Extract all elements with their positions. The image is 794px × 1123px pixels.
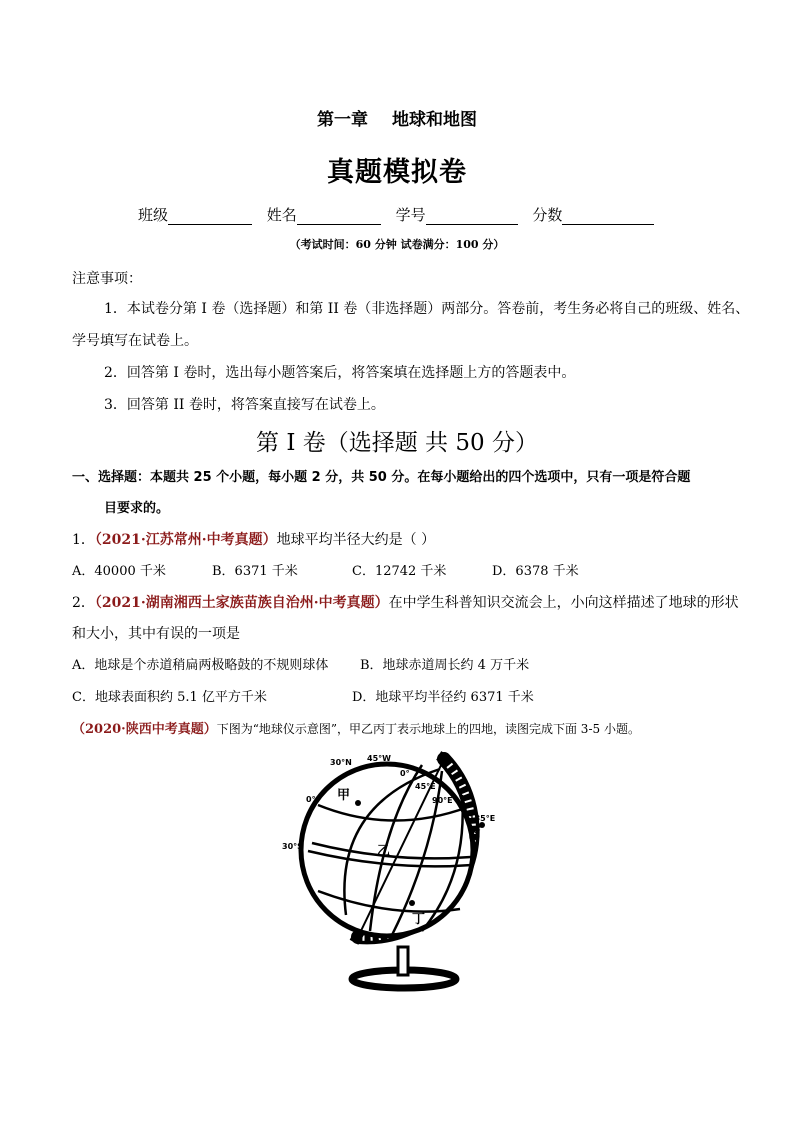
section-intro: 一、选择题：本题共 25 个小题，每小题 2 分，共 50 分。在每小题给出的四个选项中，只有一项是符合题 [72,470,691,485]
label-135e: 135°E [469,814,496,823]
question-text: 在中学生科普知识交流会上，小向这样描述了地球的形状 [388,595,739,611]
q2-option-b[interactable]: B．地球赤道周长约 4 万千米 [360,658,530,673]
q2-option-d[interactable]: D．地球平均半径约 6371 千米 [352,690,534,705]
question-number: 1． [72,532,95,548]
label-30s: 30°S [282,842,303,851]
chapter-name: 地球和地图 [392,110,477,130]
q1-option-d[interactable]: D．6378 千米 [492,564,579,579]
question-2 [72,592,739,612]
score-field[interactable] [562,209,654,225]
exam-time-note: （考试时间：60 分钟 试卷满分：100 分） [289,238,505,251]
question-1 [72,529,435,549]
place-yi: 乙 [377,844,391,859]
stand-pole [398,947,408,975]
label-90e: 90°E [432,796,453,805]
q1-option-c[interactable]: C．12742 千米 [352,564,447,579]
name-field[interactable] [297,209,381,225]
q1-option-b[interactable]: B．6371 千米 [212,564,298,579]
score-label: 分数 [532,206,563,224]
notice-item-1-cont: 学号填写在试卷上。 [72,333,198,349]
place-ding: 丁 [412,912,426,927]
question-2-cont: 和大小，其中有误的一项是 [72,626,240,642]
q2-option-c[interactable]: C．地球表面积约 5.1 亿平方千米 [72,690,267,705]
question-text: 下图为“地球仪示意图”，甲乙丙丁表示地球上的四地，读图完成下面 3-5 小题。 [216,722,640,736]
globe-figure [272,745,522,995]
question-source: （2021·江苏常州·中考真题） [94,532,277,548]
place-jia-dot [355,800,361,806]
class-field[interactable] [168,209,252,225]
label-30n: 30°N [330,758,352,767]
section-intro-cont: 目要求的。 [104,501,170,516]
label-0-left: 0° [306,795,316,804]
label-45e: 45°E [415,782,436,791]
notice-item-3: 3．回答第 II 卷时，将答案直接写在试卷上。 [104,397,385,413]
place-jia: 甲 [337,788,351,803]
student-info-line [138,204,664,225]
id-field[interactable] [426,209,518,225]
q2-option-a[interactable]: A．地球是个赤道稍扁两极略鼓的不规则球体 [72,658,329,673]
id-label: 学号 [395,206,426,224]
chapter-heading [0,105,794,130]
place-ding-dot [409,900,415,906]
page-title: 真题模拟卷 [327,157,467,188]
class-label: 班级 [138,206,169,224]
chapter-number: 第一章 [317,110,368,130]
question-text: 地球平均半径大约是（ ） [276,532,436,548]
section-title: 第 I 卷（选择题 共 50 分） [256,430,538,456]
question-source: （2020·陕西中考真题） [72,722,217,737]
place-bing: 丙 [468,826,482,841]
question-3-5-stem [72,718,640,737]
label-45w: 45°W [367,754,391,763]
notice-item-2: 2．回答第 I 卷时，选出每小题答案后，将答案填在选择题上方的答题表中。 [104,365,576,381]
question-source: （2021·湖南湘西土家族苗族自治州·中考真题） [94,595,389,611]
notice-item-1: 1．本试卷分第 I 卷（选择题）和第 II 卷（非选择题）两部分。答卷前，考生务必将自己的班级、姓名、 [104,301,750,317]
notice-heading: 注意事项： [72,271,142,287]
q1-option-a[interactable]: A．40000 千米 [72,564,166,579]
question-number: 2． [72,595,95,611]
label-0-top: 0° [400,769,410,778]
name-label: 姓名 [266,206,297,224]
